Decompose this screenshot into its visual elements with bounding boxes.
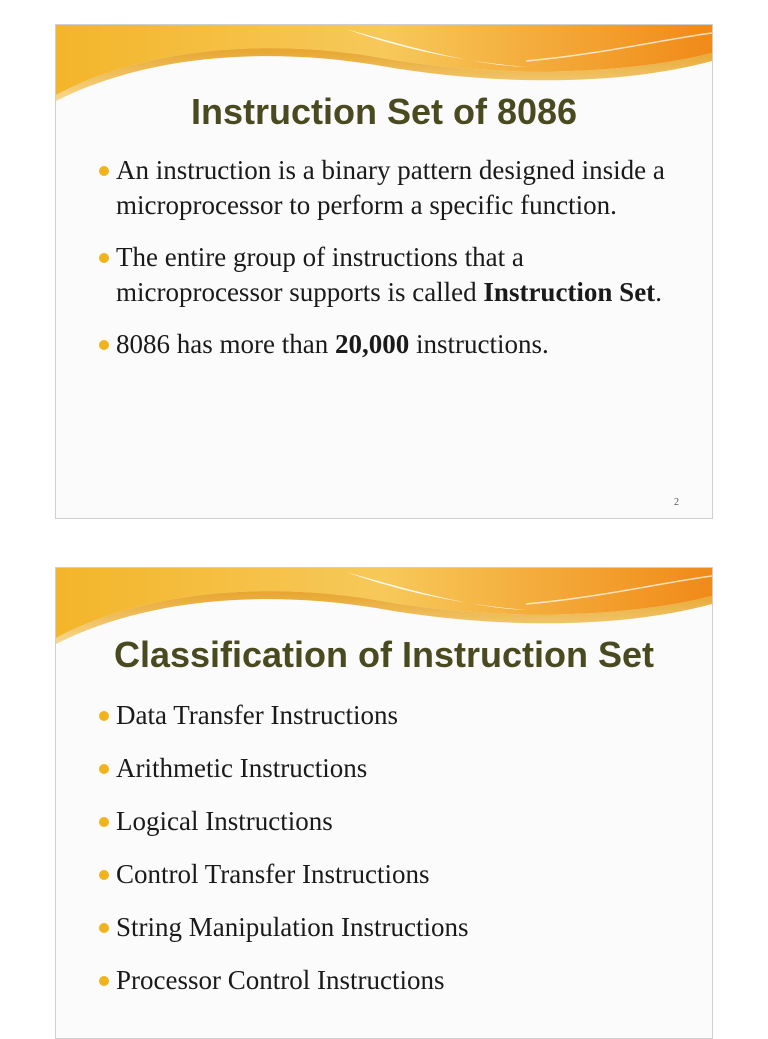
- bullet-item: [94, 857, 692, 892]
- bullet-text: Processor Control Instructions: [116, 965, 445, 995]
- bullet-dot-icon: [99, 870, 109, 880]
- slide-title: Classification of Instruction Set: [113, 634, 655, 675]
- bullet-item: [94, 751, 692, 786]
- bullet-dot-icon: [99, 253, 109, 263]
- bullet-text-end: instructions.: [409, 329, 549, 359]
- slide-number: 2: [674, 497, 679, 508]
- bullet-text: String Manipulation Instructions: [116, 912, 469, 942]
- bullet-item: [94, 153, 692, 223]
- bullet-item: [94, 327, 692, 362]
- bullet-text: Data Transfer Instructions: [116, 700, 398, 730]
- bullet-item: [94, 240, 692, 310]
- slide-classification: [55, 567, 713, 1039]
- bullet-list: [94, 698, 692, 1016]
- slide-title: Instruction Set of 8086: [190, 91, 578, 132]
- bullet-item: [94, 698, 692, 733]
- bullet-dot-icon: [99, 764, 109, 774]
- bullet-text-end: .: [655, 277, 662, 307]
- bullet-dot-icon: [99, 976, 109, 986]
- bullet-text: Control Transfer Instructions: [116, 859, 430, 889]
- bullet-dot-icon: [99, 166, 109, 176]
- bullet-list: [94, 153, 692, 379]
- bullet-text: The entire group of instructions that a microprocessor supports is called: [116, 242, 524, 307]
- bullet-dot-icon: [99, 711, 109, 721]
- bullet-item: [94, 910, 692, 945]
- bullet-text: 8086 has more than: [116, 329, 335, 359]
- bullet-item: [94, 963, 692, 998]
- bullet-text: Arithmetic Instructions: [116, 753, 368, 783]
- bullet-text: Logical Instructions: [116, 806, 333, 836]
- bullet-bold-term: 20,000: [334, 329, 410, 359]
- slide-instruction-set: [55, 24, 713, 519]
- bullet-dot-icon: [99, 340, 109, 350]
- bullet-bold-term: Instruction Set: [483, 277, 656, 307]
- bullet-text: An instruction is a binary pattern designed inside a microprocessor to perform a specific function.: [116, 155, 665, 220]
- bullet-dot-icon: [99, 923, 109, 933]
- bullet-dot-icon: [99, 817, 109, 827]
- bullet-item: [94, 804, 692, 839]
